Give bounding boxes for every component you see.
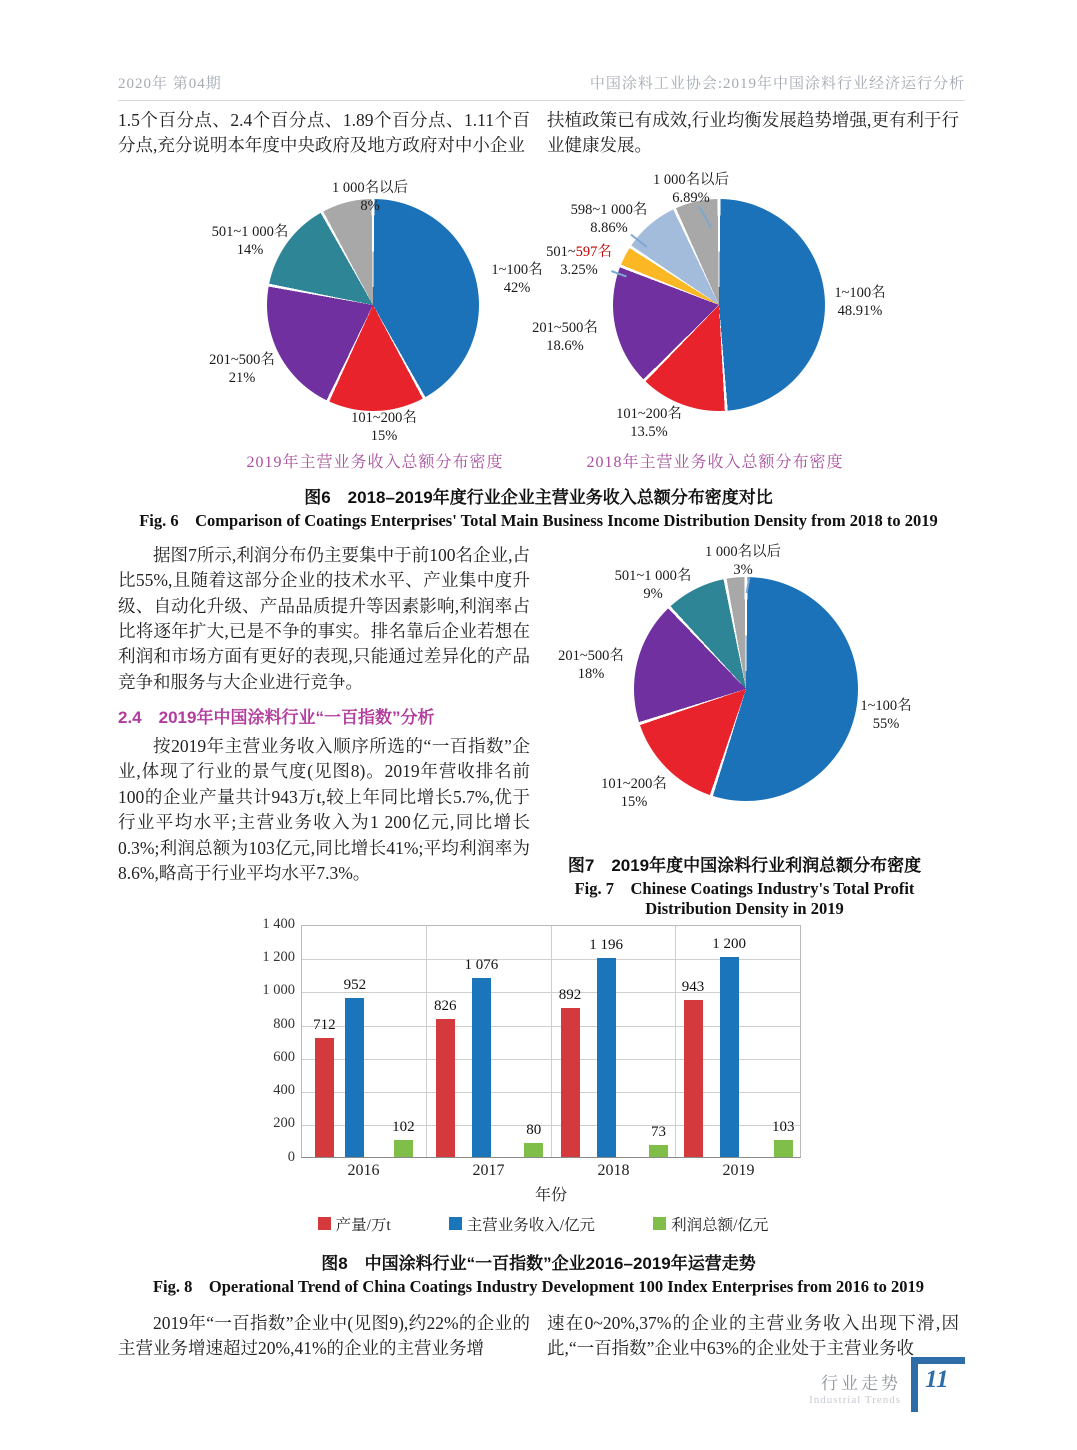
middle-row bbox=[118, 543, 959, 919]
bar-chart-x-title: 年份 bbox=[534, 1186, 567, 1204]
bar-wrapper bbox=[524, 926, 543, 1157]
bar-value-label: 73 bbox=[651, 1123, 666, 1140]
pie-subtitle: 2018年主营业务收入总额分布密度 bbox=[586, 453, 844, 471]
bar-wrapper bbox=[465, 926, 499, 1157]
section-2-4-heading: 2.4 2019年中国涂料行业“一百指数”分析 bbox=[118, 708, 435, 727]
bar-wrapper bbox=[559, 926, 582, 1157]
body-paragraph-1: 据图7所示,利润分布仍主要集中于前100名企业,占比55%,且随着这部分企业的技术水平、产业集中度升级、自动化升级、产品品质提升等因素影响,利润率占比将逐年扩大,已是不争的事实。排名靠后企业若想在利润和市场方面有更好的表现,只能通过差异化的产品竞争和服务与大企业进行竞争。 bbox=[118, 544, 530, 692]
figure6-caption-cn: 图6 2018–2019年度行业企业主营业务收入总额分布密度对比 bbox=[304, 487, 773, 507]
pie-label: 1~100名 55% bbox=[860, 697, 912, 732]
pie-chart-2019-income bbox=[267, 199, 479, 411]
bottom-left-paragraph: 2019年“一百指数”企业中(见图9),约22%的企业的主营业务增速超过20%,41%的企业的主营业务增 bbox=[118, 1312, 530, 1359]
footer-page-bracket bbox=[911, 1357, 965, 1412]
figure7-caption-cn: 图7 2019年度中国涂料行业利润总额分布密度 bbox=[567, 855, 922, 875]
y-axis-tick-label: 200 bbox=[273, 1115, 295, 1132]
pie-label: 201~500名 18% bbox=[558, 647, 624, 682]
bar-value-label: 952 bbox=[343, 977, 367, 994]
pie-label: 101~200名 15% bbox=[351, 409, 417, 444]
bar-wrapper bbox=[313, 926, 336, 1157]
bar-value-label: 1 076 bbox=[464, 956, 499, 973]
bar-产量/万t bbox=[684, 1000, 703, 1157]
body-paragraph-2: 按2019年主营业务收入顺序所选的“一百指数”企业,体现了行业的景气度(见图8)。2019年营收排名前100的企业产量共计943万t,较上年同比增长5.7%,优于行业平均水平;主营业务收入为1 200亿元,同比增长0.3%;利润总额为103亿元,同比增长41%;平均利润率为8.6%,略高于行业平均水平7.3%。 bbox=[118, 736, 530, 883]
y-axis-tick-label: 1 200 bbox=[262, 949, 295, 966]
legend-label: 产量/万t bbox=[335, 1216, 391, 1234]
pie-label: 101~200名 15% bbox=[601, 775, 667, 810]
bar-wrapper bbox=[682, 926, 705, 1157]
figure7-caption-en-line1: Fig. 7 Chinese Coatings Industry's Total Profit bbox=[574, 878, 915, 898]
x-axis-tick-label: 2017 bbox=[472, 1161, 505, 1179]
y-axis-tick-label: 1 400 bbox=[262, 915, 295, 932]
bar-groups bbox=[302, 926, 800, 1157]
bar-chart-plot bbox=[301, 925, 801, 1158]
bar-利润总额/亿元 bbox=[649, 1145, 668, 1157]
page-number: 11 bbox=[925, 1366, 949, 1393]
pie-subtitle: 2019年主营业务收入总额分布密度 bbox=[246, 453, 504, 471]
pie-label: 101~200名 13.5% bbox=[616, 405, 682, 440]
bar-wrapper bbox=[649, 926, 668, 1157]
bar-chart-y-axis bbox=[253, 915, 301, 1165]
legend-label: 主营业务收入/亿元 bbox=[466, 1216, 596, 1234]
pie-chart-2019-profit bbox=[634, 577, 858, 801]
bar-value-label: 712 bbox=[313, 1017, 336, 1034]
bar-主营业务收入/亿元 bbox=[472, 978, 491, 1157]
x-axis-tick-label: 2018 bbox=[597, 1161, 630, 1179]
y-axis-tick-label: 600 bbox=[273, 1048, 295, 1065]
page-content bbox=[118, 108, 959, 1362]
bar-产量/万t bbox=[436, 1019, 455, 1156]
header-issue: 2020年 第04期 bbox=[118, 76, 222, 92]
bar-chart-legend bbox=[273, 1213, 813, 1235]
legend-item bbox=[318, 1213, 391, 1235]
bar-利润总额/亿元 bbox=[774, 1140, 793, 1157]
header-article-title: 中国涂料工业协会:2019年中国涂料行业经济运行分析 bbox=[589, 76, 965, 92]
pie-label: 1 000名以后 3% bbox=[704, 543, 782, 578]
pie-label: 201~500名 21% bbox=[209, 351, 275, 386]
x-axis-tick-label: 2016 bbox=[347, 1161, 380, 1179]
footer-section-en: Industrial Trends bbox=[809, 1394, 901, 1406]
legend-swatch bbox=[653, 1217, 666, 1230]
pie-label: 501~597名 3.25% bbox=[546, 243, 612, 278]
pie-2019-income bbox=[118, 169, 543, 477]
figure8-caption-cn: 图8 中国涂料行业“一百指数”企业2016–2019年运营走势 bbox=[321, 1253, 756, 1273]
bar-wrapper bbox=[712, 926, 746, 1157]
bar-value-label: 826 bbox=[434, 998, 457, 1015]
footer-section-cn: 行业走势 bbox=[821, 1374, 901, 1393]
bottom-row bbox=[118, 1311, 959, 1362]
bar-wrapper bbox=[434, 926, 457, 1157]
y-axis-tick-label: 1 000 bbox=[262, 982, 295, 999]
pie-label: 501~1 000名 14% bbox=[211, 223, 289, 258]
figure6 bbox=[118, 169, 959, 477]
pie-label: 1 000名以后 6.89% bbox=[652, 171, 730, 206]
pie-2018-income bbox=[532, 169, 959, 477]
bar-wrapper bbox=[392, 926, 415, 1157]
bar-value-label: 943 bbox=[681, 978, 705, 995]
pie-label: 501~1 000名 9% bbox=[614, 567, 692, 602]
bar-wrapper bbox=[344, 926, 367, 1157]
legend-swatch bbox=[318, 1217, 331, 1230]
pie-label: 201~500名 18.6% bbox=[532, 319, 598, 354]
legend-swatch bbox=[449, 1217, 462, 1230]
figure7-caption-en-line2: Distribution Density in 2019 bbox=[645, 898, 844, 918]
legend-item bbox=[653, 1213, 768, 1235]
pie-label: 1 000名以后 8% bbox=[331, 179, 409, 214]
bar-chart-x-labels bbox=[301, 1158, 801, 1180]
bar-value-label: 892 bbox=[558, 987, 582, 1004]
figure8-caption-en: Fig. 8 Operational Trend of China Coatings Industry Development 100 Index Enterprises from 2016 to 2019 bbox=[152, 1276, 925, 1296]
intro-left-paragraph: 1.5个百分点、2.4个百分点、1.89个百分点、1.11个百分点,充分说明本年度中央政府及地方政府对中小企业 bbox=[118, 110, 530, 156]
bottom-right-paragraph: 速在0~20%,37%的企业的主营业务收入出现下滑,因此,“一百指数”企业中63%的企业处于主营业务收 bbox=[547, 1312, 959, 1359]
bar-value-label: 1 196 bbox=[589, 936, 623, 953]
bar-group-2017 bbox=[427, 926, 552, 1157]
y-axis-tick-label: 400 bbox=[273, 1082, 295, 1099]
bar-wrapper bbox=[589, 926, 623, 1157]
pie-label: 1~100名 42% bbox=[491, 261, 543, 296]
figure7 bbox=[530, 543, 959, 845]
page-header bbox=[118, 72, 965, 101]
bar-group-2019 bbox=[676, 926, 800, 1157]
bar-产量/万t bbox=[315, 1038, 334, 1156]
bar-wrapper bbox=[772, 926, 795, 1157]
bar-group-2016 bbox=[302, 926, 427, 1157]
y-axis-tick-label: 0 bbox=[287, 1148, 295, 1165]
bar-主营业务收入/亿元 bbox=[345, 998, 364, 1156]
bar-主营业务收入/亿元 bbox=[597, 958, 616, 1157]
bar-value-label: 102 bbox=[392, 1118, 415, 1135]
intro-right-paragraph: 扶植政策已有成效,行业均衡发展趋势增强,更有利于行业健康发展。 bbox=[547, 110, 959, 156]
pie-label: 1~100名 48.91% bbox=[834, 284, 886, 319]
bar-利润总额/亿元 bbox=[394, 1140, 413, 1157]
bar-value-label: 103 bbox=[772, 1118, 795, 1135]
pie-label: 598~1 000名 8.86% bbox=[570, 201, 648, 236]
bar-产量/万t bbox=[561, 1008, 580, 1156]
page-footer bbox=[809, 1357, 965, 1412]
figure8-bar-chart bbox=[253, 915, 813, 1235]
bar-group-2018 bbox=[552, 926, 677, 1157]
intro-row bbox=[118, 108, 959, 159]
bar-value-label: 80 bbox=[526, 1122, 542, 1139]
x-axis-tick-label: 2019 bbox=[722, 1161, 755, 1179]
legend-item bbox=[449, 1213, 595, 1235]
legend-label: 利润总额/亿元 bbox=[671, 1216, 769, 1234]
bar-利润总额/亿元 bbox=[524, 1143, 543, 1156]
bar-value-label: 1 200 bbox=[712, 936, 746, 953]
y-axis-tick-label: 800 bbox=[273, 1015, 295, 1032]
bar-主营业务收入/亿元 bbox=[720, 957, 739, 1157]
figure6-caption-en: Fig. 6 Comparison of Coatings Enterprises' Total Main Business Income Distribution Density from 2018 to 2019 bbox=[139, 510, 938, 530]
